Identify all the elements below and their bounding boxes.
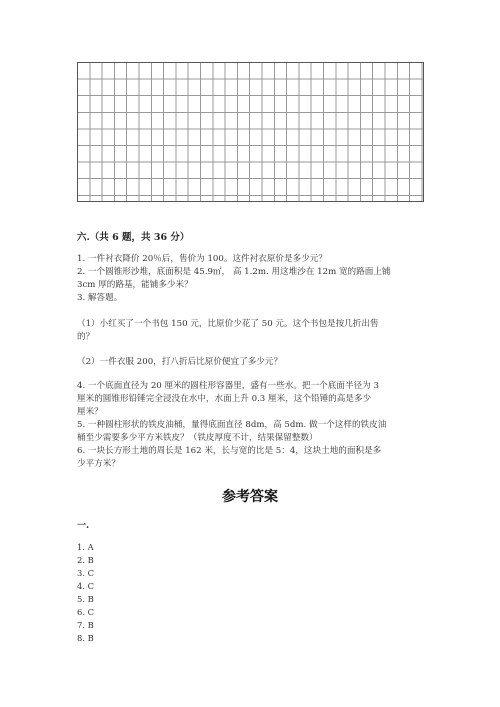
answer-grid	[77, 62, 424, 202]
question-2-line-2: 3cm 厚的路基，能铺多少米？	[77, 280, 193, 290]
question-1: 1. 一件衬衣降价 20％后，售价为 100。这件衬衣原价是多少元？	[77, 254, 327, 264]
question-3b: （2）一件衣服 200，打八折后比原价便宜了多少元？	[77, 357, 283, 367]
answer-item: 4. C	[77, 581, 95, 591]
question-6-line-1: 6. 一块长方形土地的周长是 162 米，长与宽的比是 5：4，这块土地的面积是多	[77, 446, 382, 456]
question-2-line-1: 2. 一个圆锥形沙堆，底面积是 45.9㎡， 高 1.2m. 用这堆沙在 12m 宽的路面上铺	[77, 267, 391, 277]
answer-item: 5. B	[77, 594, 94, 604]
question-4-line-2: 厘米的圆锥形铅锤完全浸没在水中，水面上升 0.3 厘米，这个铅锤的高是多少	[77, 394, 372, 404]
answer-item: 1. A	[77, 542, 94, 552]
section-six-title: 六.（共 6 题，共 36 分）	[77, 232, 190, 243]
answer-item: 6. C	[77, 607, 95, 617]
question-3: 3. 解答题。	[77, 293, 123, 303]
answer-section-one: 一.	[77, 521, 90, 531]
question-3a-line-1: （1）小红买了一个书包 150 元，比原价少花了 50 元。这个书包是按几折出售	[77, 319, 379, 329]
question-4-line-3: 厘米？	[77, 407, 103, 417]
answer-key-title: 参考答案	[222, 489, 278, 505]
answer-item: 7. B	[77, 620, 94, 630]
answer-item: 3. C	[77, 568, 95, 578]
question-5-line-2: 桶至少需要多少平方米铁皮？（铁皮厚度不计，结果保留整数）	[77, 433, 318, 443]
question-5-line-1: 5. 一种圆柱形状的铁皮油桶，量得底面直径 8dm，高 5dm. 做一个这样的铁皮油	[77, 420, 387, 430]
question-4-line-1: 4. 一个底面直径为 20 厘米的圆柱形容器里，盛有一些水。把一个底面半径为 3	[77, 381, 379, 391]
question-6-line-2: 少平方米？	[77, 459, 120, 469]
question-3a-line-2: 的？	[77, 332, 95, 342]
answer-item: 2. B	[77, 555, 94, 565]
answer-item: 8. B	[77, 633, 94, 643]
